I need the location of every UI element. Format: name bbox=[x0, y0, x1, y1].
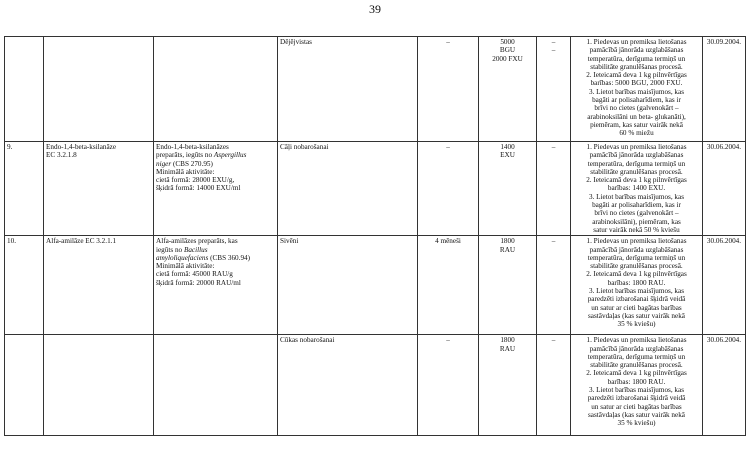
cell-line: 1. Piedevas un premiksa lietošanas bbox=[586, 143, 687, 151]
cell-line: bagāti ar polisaharīdiem, kas ir bbox=[592, 201, 681, 210]
cell-line: cietā formā: 45000 RAU/g bbox=[156, 270, 233, 279]
cell-line: bagāti ar polisaharīdiem, kas ir bbox=[592, 96, 681, 105]
additive-name-cell bbox=[44, 236, 154, 335]
row-number-cell: 10. bbox=[5, 236, 44, 335]
cell-line: Alfa-amilāzes preparāts, kas bbox=[156, 237, 238, 246]
remarks-cell bbox=[571, 142, 703, 236]
animal-species-cell: Dējējvistas bbox=[278, 37, 418, 142]
cell-line: arabinoksilāni), piemēram, kas bbox=[592, 217, 681, 226]
max-age-cell: 4 mēneši bbox=[418, 236, 479, 335]
preparation-cell bbox=[154, 142, 278, 236]
cell-line: brīvi no cietes (galvenokārt – bbox=[594, 104, 679, 113]
validity-date-cell: 30.06.2004. bbox=[703, 236, 746, 335]
page-number: 39 bbox=[369, 2, 381, 16]
min-content-cell bbox=[479, 335, 537, 436]
cell-line: barības: 1400 EXU. bbox=[607, 184, 666, 193]
cell-line: paredzēti izbarošanai šķidrā veidā bbox=[587, 295, 686, 304]
cell-line: 1800 bbox=[500, 237, 515, 246]
cell-line: 2. Ieteicamā deva 1 kg pilnvērtīgas bbox=[586, 369, 687, 378]
cell-line: Minimālā aktivitāte: bbox=[156, 167, 215, 176]
cell-line: – bbox=[551, 46, 556, 55]
cell-line: Endo-1,4-beta-ksilanāze bbox=[46, 143, 117, 151]
row-number-cell: 9. bbox=[5, 142, 44, 236]
additive-name-cell bbox=[44, 142, 154, 236]
animal-species-cell: Cūkas nobarošanai bbox=[278, 335, 418, 436]
cell-line: 5000 bbox=[500, 38, 515, 46]
max-age-cell: – bbox=[418, 335, 479, 436]
cell-line: 1. Piedevas un premiksa lietošanas bbox=[586, 38, 687, 46]
max-age-cell: – bbox=[418, 37, 479, 142]
cell-line: temperatūra, derīguma termiņš un bbox=[587, 352, 686, 361]
remarks-cell bbox=[571, 335, 703, 436]
cell-line: stabilitāte granulēšanas procesā. bbox=[590, 167, 683, 176]
cell-line: temperatūra, derīguma termiņš un bbox=[587, 159, 686, 168]
validity-date-cell: 30.09.2004. bbox=[703, 37, 746, 142]
table-row bbox=[5, 37, 746, 142]
max-content-cell bbox=[537, 37, 571, 142]
cell-line: EC 3.2.1.8 bbox=[46, 151, 77, 160]
cell-line: barības: 1800 RAU. bbox=[607, 377, 666, 386]
cell-line: pamācībā jānorāda uzglabāšanas bbox=[589, 245, 684, 254]
remarks-cell bbox=[571, 37, 703, 142]
cell-line: RAU bbox=[499, 245, 516, 254]
cell-line: 1800 bbox=[500, 336, 515, 345]
cell-line: 60 % miežu bbox=[619, 129, 654, 138]
cell-line: un satur ar cieti bagātas barības bbox=[591, 402, 682, 411]
max-content-cell bbox=[537, 142, 571, 236]
cell-line: stabilitāte granulēšanas procesā. bbox=[590, 361, 683, 370]
cell-line: 1400 bbox=[500, 143, 515, 151]
min-content-cell bbox=[479, 37, 537, 142]
animal-species-cell: Sivēni bbox=[278, 236, 418, 335]
min-content-cell bbox=[479, 142, 537, 236]
cell-line: barības: 5000 BGU, 2000 FXU. bbox=[590, 79, 683, 88]
additives-table bbox=[4, 36, 746, 436]
cell-line: 3. Lietot barības maisījumos, kas bbox=[588, 287, 685, 296]
max-content-cell bbox=[537, 335, 571, 436]
cell-line: stabilitāte granulēšanas procesā. bbox=[590, 62, 683, 71]
cell-line: Minimālā aktivitāte: bbox=[156, 262, 215, 271]
cell-line: 3. Lietot barības maisījumos, kas bbox=[588, 87, 685, 96]
cell-line: sastāvdaļas (kas satur vairāk nekā bbox=[588, 410, 685, 419]
cell-line: 2000 FXU bbox=[492, 54, 523, 63]
cell-line: EXU bbox=[500, 151, 515, 160]
cell-line: paredzēti izbarošanai šķidrā veidā bbox=[587, 394, 686, 403]
cell-line: stabilitāte granulēšanas procesā. bbox=[590, 262, 683, 271]
validity-date-cell: 30.06.2004. bbox=[703, 142, 746, 236]
remarks-cell bbox=[571, 236, 703, 335]
cell-line: – bbox=[551, 336, 556, 345]
cell-line: pamācībā jānorāda uzglabāšanas bbox=[589, 151, 684, 160]
cell-line: 35 % kviešu) bbox=[617, 419, 656, 428]
additive-name-cell bbox=[44, 335, 154, 436]
cell-line: sastāvdaļas (kas satur vairāk nekā bbox=[588, 311, 685, 320]
row-number-cell bbox=[5, 335, 44, 436]
cell-line: – bbox=[551, 38, 556, 46]
table-row bbox=[5, 142, 746, 236]
cell-line: šķidrā formā: 20000 RAU/ml bbox=[156, 278, 241, 287]
animal-species-cell: Cāļi nobarošanai bbox=[278, 142, 418, 236]
cell-line: cietā formā: 28000 EXU/g, bbox=[156, 176, 235, 185]
cell-line: 2. Ieteicamā deva 1 kg pilnvērtīgas bbox=[586, 71, 687, 80]
cell-line: 1. Piedevas un premiksa lietošanas bbox=[586, 237, 687, 246]
cell-line: arabinoksilāni un beta- glukanāti), bbox=[587, 112, 686, 121]
cell-line: 1. Piedevas un premiksa lietošanas bbox=[586, 336, 687, 345]
table-row bbox=[5, 335, 746, 436]
cell-line: 3. Lietot barības maisījumos, kas bbox=[588, 192, 685, 201]
cell-line: – bbox=[551, 143, 556, 151]
cell-line: šķidrā formā: 14000 EXU/ml bbox=[156, 184, 241, 193]
preparation-cell bbox=[154, 335, 278, 436]
cell-line: temperatūra, derīguma termiņš un bbox=[587, 253, 686, 262]
cell-line: RAU bbox=[499, 344, 516, 353]
table-row bbox=[5, 236, 746, 335]
row-number-cell bbox=[5, 37, 44, 142]
preparation-cell bbox=[154, 236, 278, 335]
max-content-cell bbox=[537, 236, 571, 335]
cell-line: amyloliquefaciens (CBS 360.94) bbox=[156, 253, 251, 262]
cell-line: Alfa-amilāze EC 3.2.1.1 bbox=[46, 237, 117, 246]
cell-line: 3. Lietot barības maisījumos, kas bbox=[588, 386, 685, 395]
cell-line: pamācībā jānorāda uzglabāšanas bbox=[589, 344, 684, 353]
cell-line: barības: 1800 RAU. bbox=[607, 278, 666, 287]
cell-line: temperatūra, derīguma termiņš un bbox=[587, 54, 686, 63]
cell-line: 2. Ieteicamā deva 1 kg pilnvērtīgas bbox=[586, 176, 687, 185]
cell-line: niger (CBS 270.95) bbox=[156, 159, 213, 168]
cell-line: preparāts, iegūts no Aspergillus bbox=[156, 151, 247, 160]
cell-line: 2. Ieteicamā deva 1 kg pilnvērtīgas bbox=[586, 270, 687, 279]
cell-line: piemēram, kas satur vairāk nekā bbox=[590, 120, 683, 129]
cell-line: pamācībā jānorāda uzglabāšanas bbox=[589, 46, 684, 55]
preparation-cell bbox=[154, 37, 278, 142]
cell-line: iegūts no Bacillus bbox=[156, 245, 208, 254]
cell-line: – bbox=[551, 237, 556, 246]
min-content-cell bbox=[479, 236, 537, 335]
cell-line: BGU bbox=[499, 46, 516, 55]
max-age-cell: – bbox=[418, 142, 479, 236]
cell-line: 35 % kviešu) bbox=[617, 320, 656, 329]
cell-line: brīvi no cietes (galvenokārt – bbox=[594, 209, 679, 218]
validity-date-cell: 30.06.2004. bbox=[703, 335, 746, 436]
cell-line: Endo-1,4-beta-ksilanāzes bbox=[156, 143, 229, 151]
cell-line: satur vairāk nekā 50 % kviešu bbox=[593, 225, 680, 234]
cell-line: un satur ar cieti bagātas barības bbox=[591, 303, 682, 312]
additive-name-cell bbox=[44, 37, 154, 142]
